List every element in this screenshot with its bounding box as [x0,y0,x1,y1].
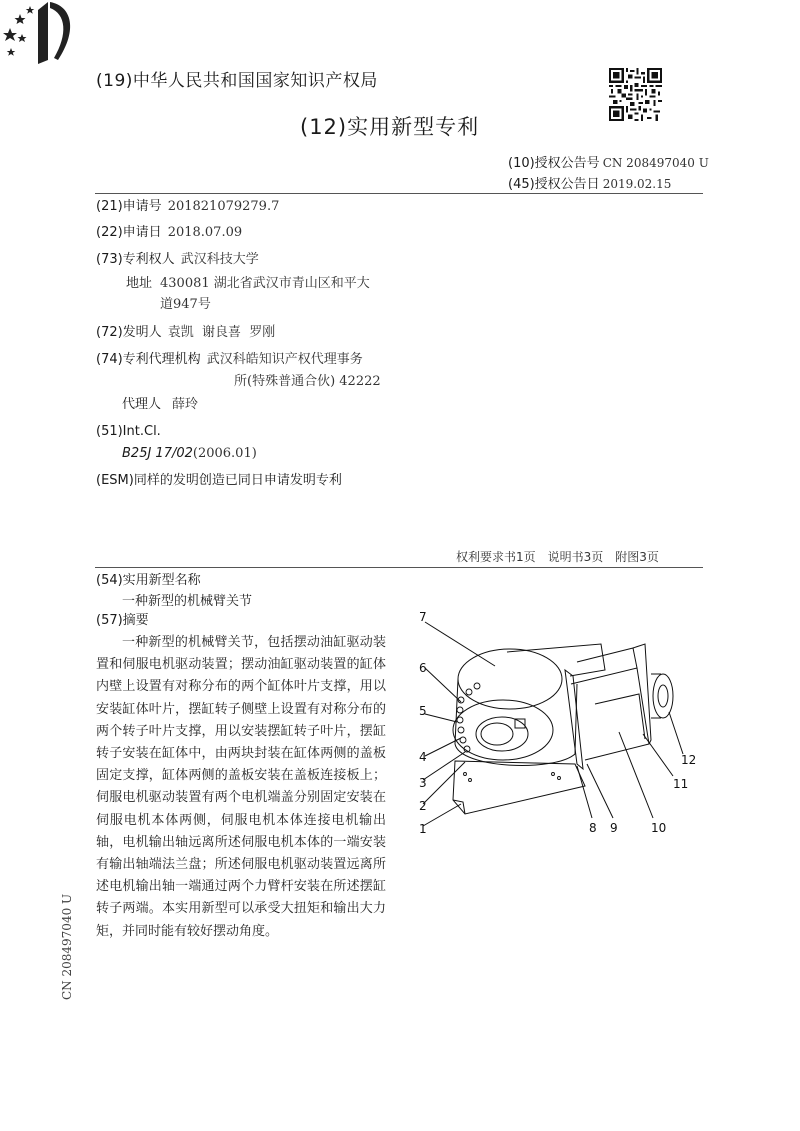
label-2: 2 [419,799,427,813]
patent-type: (12)实用新型专利 [300,115,480,139]
pages-rule [95,567,703,568]
header-rule [95,193,703,194]
side-pub-number: CN 208497040 U [60,893,74,1000]
address-label: 地址 [126,276,153,291]
label-9: 9 [610,821,618,835]
label-11: 11 [673,777,689,791]
app-number-field [96,199,279,215]
address-line2: 道947号 [160,297,211,312]
label-4: 4 [419,750,427,764]
pub-date-label: (45)授权公告日 [508,177,600,192]
abstract-text: 一种新型的机械臂关节，包括摆动油缸驱动装置和伺服电机驱动装置；摆动油缸驱动装置的缸体内壁上设置有对称分布的两个缸体叶片支撑，用以安装缸体叶片，摆缸转子侧壁上设置有对称分布的两个转子叶片支撑，用以安装摆缸转子叶片，摆缸转子安装在缸体中，由两块封装在缸体两侧的盖板固定支撑，缸体两侧的盖板安装在盖板连接板上；伺服电机驱动装置有两个电机端盖分别固定安装在伺服电机本体两侧，伺服电机本体连接电机输出轴，电机输出轴远离所述伺服电机本体的一端安装有输出轴端法兰盘；所述伺服电机驱动装置远离所述电机输出轴一端通过两个力臂杆安装在所述摆缸转子两端。本实用新型可以承受大扭矩和输出大力矩，并同时能有较好摆动角度。 [96,635,386,939]
intcl-label: (51)Int.Cl. [96,424,161,439]
inventors-field [96,325,275,341]
office-title: (19)中华人民共和国国家知识产权局 [96,71,378,91]
cnipa-logo-icon [0,0,84,66]
description-pages: 说明书3页 [547,550,604,564]
agency-line2: 所(特殊普通合伙) 42222 [234,374,381,389]
address-line1: 430081 湖北省武汉市青山区和平大 [160,276,370,291]
pub-number-label: (10)授权公告号 [508,156,600,171]
qr-code-icon [609,68,662,121]
agency-field [96,352,363,368]
app-date-field [96,225,242,241]
drawing-pages: 附图3页 [615,550,659,564]
inventors: 袁凯 谢良喜 罗刚 [167,325,276,340]
label-7: 7 [419,610,427,624]
pub-date-row [508,173,671,192]
intcl-version: (2006.01) [192,446,257,461]
esm-note: (ESM)同样的发明创造已同日申请发明专利 [96,473,342,488]
intcl-row [122,446,257,462]
agent: 薛玲 [172,397,199,412]
app-number-label: (21)申请号 [96,199,162,214]
app-date-label: (22)申请日 [96,225,162,240]
abstract-label: (57)摘要 [96,613,149,628]
agency-line1: 武汉科皓知识产权代理事务 [206,352,363,367]
agency-label: (74)专利代理机构 [96,352,201,367]
label-1: 1 [419,822,427,836]
label-12: 12 [681,753,697,767]
agent-label: 代理人 [122,397,162,412]
inventors-label: (72)发明人 [96,325,162,340]
mechanical-joint-drawing [405,604,705,844]
pub-number-row [508,152,709,171]
page-counts [456,548,671,565]
label-8: 8 [589,821,597,835]
patentee: 武汉科技大学 [180,252,259,267]
app-number: 201821079279.7 [167,199,280,214]
patentee-label: (73)专利权人 [96,252,175,267]
label-10: 10 [651,821,667,835]
patentee-field [96,252,259,268]
label-6: 6 [419,661,427,675]
label-5: 5 [419,704,427,718]
utility-title: 一种新型的机械臂关节 [122,594,253,609]
intcl-code: B25J 17/02 [122,446,193,461]
title-label: (54)实用新型名称 [96,573,201,588]
label-3: 3 [419,776,427,790]
claims-pages: 权利要求书1页 [456,550,536,564]
pub-number: CN 208497040 U [602,156,709,170]
pub-date: 2019.02.15 [602,177,672,191]
app-date: 2018.07.09 [167,225,243,240]
